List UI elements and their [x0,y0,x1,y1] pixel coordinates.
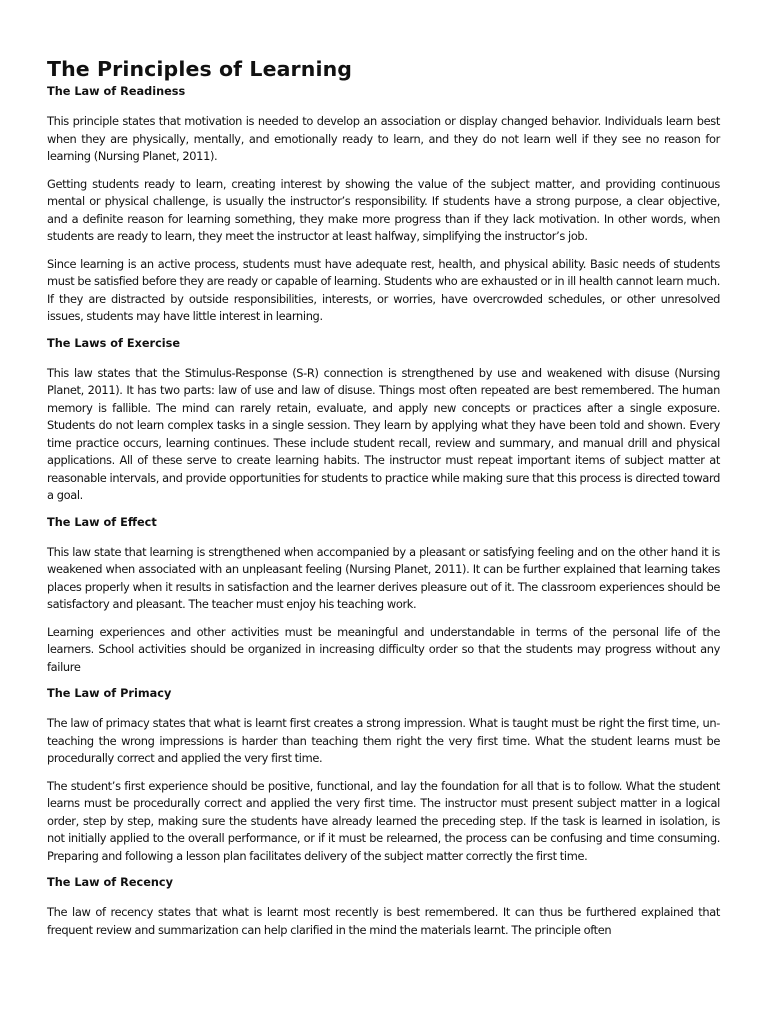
paragraph: The student’s first experience should be positive, functional, and lay the foundation for all that is to follow. What the student learns must be procedurally correct and applied the very first time. The instructor must present subject matter in a logical order, step by step, making sure the students have already learned the preceding step. If the task is learned in isolation, is not initially applied to the overall performance, or if it must be relearned, the process can be confusing and time consuming. Preparing and following a lesson plan facilitates delivery of the subject matter correctly the first time. [47,778,720,863]
section-law-of-effect [47,514,720,677]
section-heading: The Law of Recency [47,876,173,889]
paragraph: This principle states that motivation is needed to develop an association or display changed behavior. Individuals learn best when they are physically, mentally, and emotionally ready to learn, and they do not learn well if they see no reason for learning (Nursing Planet, 2011). [47,114,720,163]
paragraph: Since learning is an active process, students must have adequate rest, health, and physical ability. Basic needs of students must be satisfied before they are ready or capable of learning. Students who are exhausted or in ill health cannot learn much. If they are distracted by outside responsibilities, interests, or worries, have overcrowded schedules, or other unresolved issues, students may have little interest in learning. [47,256,720,323]
page-title: The Principles of Learning [47,57,353,81]
paragraph: The law of recency states that what is learnt most recently is best remembered. It can thus be furthered explained that frequent review and summarization can help clarified in the mind the materials learnt. The principle often [47,905,720,937]
section-law-of-readiness [47,83,720,326]
section-heading: The Laws of Exercise [47,336,181,350]
paragraph: This law state that learning is strengthened when accompanied by a pleasant or satisfying feeling and on the other hand it is weakened when associated with an unpleasant feeling (Nursing Planet, 2011). It can be further explained that learning takes places properly when it results in satisfaction and the learner derives pleasure out of it. The classroom experiences should be satisfactory and pleasant. The teacher must enjoy his teaching work. [47,544,720,611]
section-law-of-recency [47,874,720,939]
section-heading: The Law of Effect [47,515,157,529]
section-heading: The Law of Primacy [47,687,172,700]
paragraph: Getting students ready to learn, creating interest by showing the value of the subject matter, and providing continuous mental or physical challenge, is usually the instructor’s responsibility. If students have a strong purpose, a clear objective, and a definite reason for learning something, they make more progress than if they lack motivation. In other words, when students are ready to learn, they meet the instructor at least halfway, simplifying the instructor’s job. [47,176,720,243]
section-laws-of-exercise [47,335,720,505]
paragraph: Learning experiences and other activities must be meaningful and understandable in terms of the personal life of the learners. School activities should be organized in increasing difficulty order so that the students may progress without any failure [47,624,720,674]
section-law-of-primacy [47,685,720,865]
paragraph: The law of primacy states that what is learnt first creates a strong impression. What is taught must be right the first time, un-teaching the wrong impressions is harder than teaching them right the very first time. What the student learns must be procedurally correct and applied the very first time. [47,716,720,765]
paragraph: This law states that the Stimulus-Response (S-R) connection is strengthened by use and weakened with disuse (Nursing Planet, 2011). It has two parts: law of use and law of disuse. Things most often repeated are best remembered. The human memory is fallible. The mind can rarely retain, evaluate, and apply new concepts or practices after a single exposure. Students do not learn complex tasks in a single session. They learn by applying what they have been told and shown. Every time practice occurs, learning continues. These include student recall, review and summary, and manual drill and physical applications. All of these serve to create learning habits. The instructor must repeat important items of subject matter at reasonable intervals, and provide opportunities for students to practice while making sure that this process is directed toward a goal. [47,365,720,502]
section-heading: The Law of Readiness [47,85,186,98]
